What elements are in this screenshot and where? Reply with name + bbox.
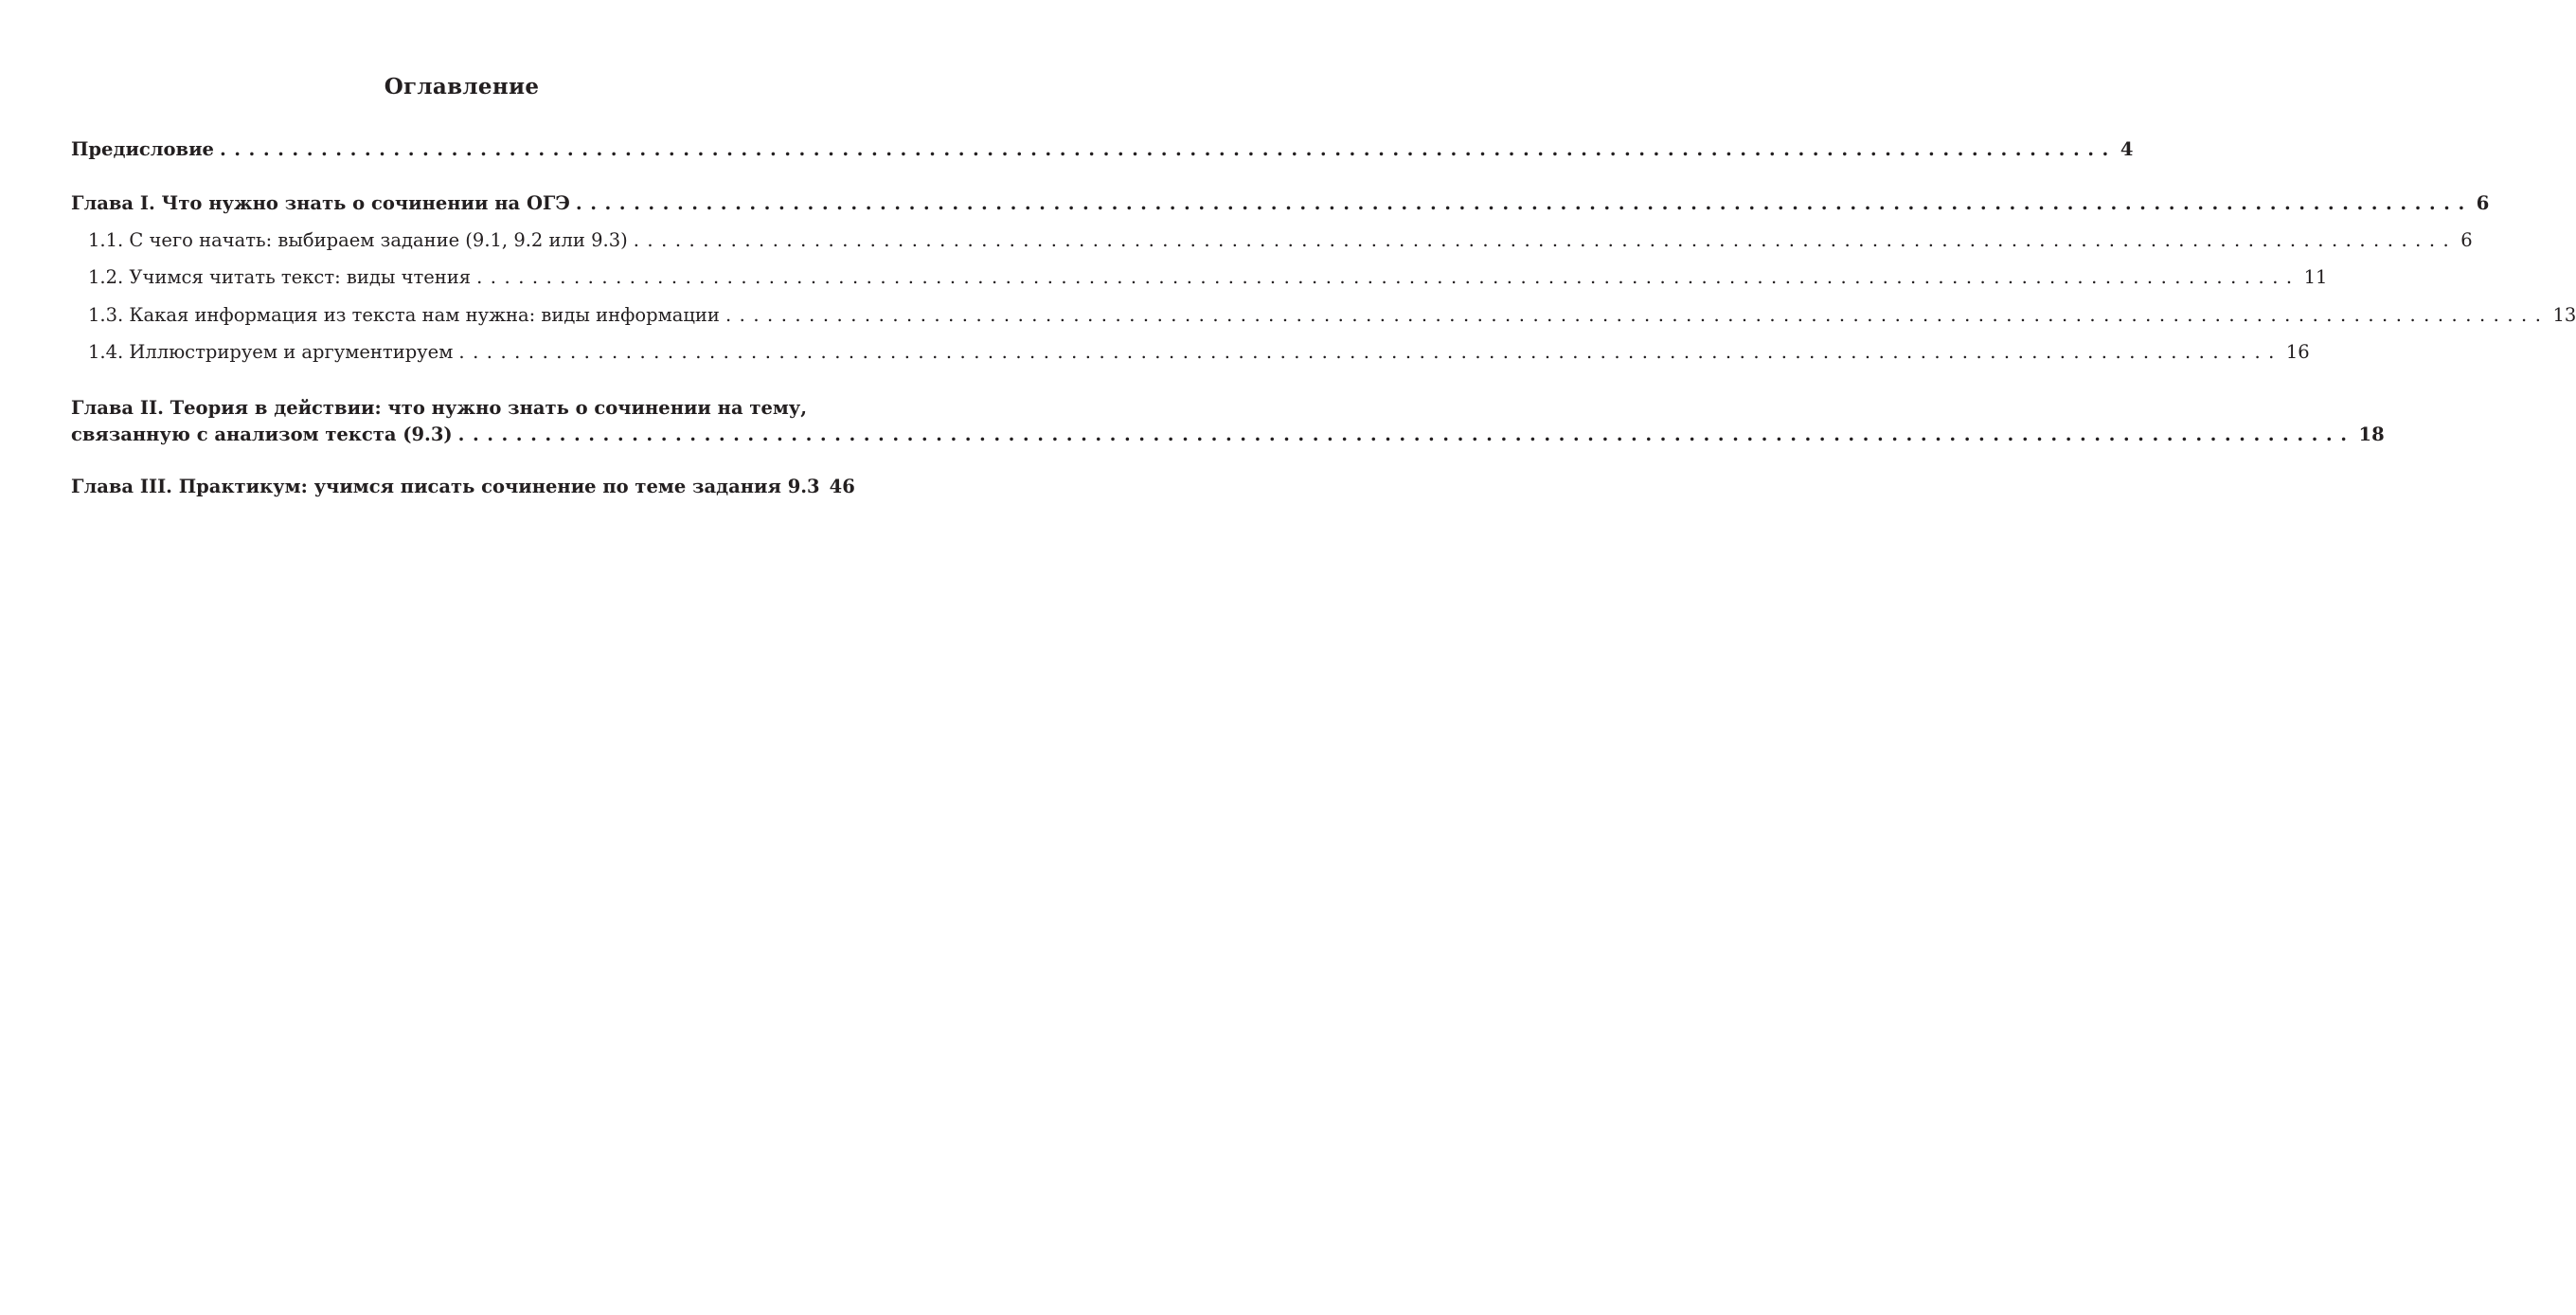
toc-entry-chapter-3[interactable] (71, 475, 853, 499)
toc-entry-section-1-1[interactable] (88, 228, 2473, 253)
toc-page-number: 11 (2303, 266, 2328, 288)
toc-entry-section-1-3[interactable] (88, 303, 2576, 328)
page-title: Оглавление (384, 74, 540, 99)
toc-entry-section-1-4[interactable] (88, 340, 2310, 365)
toc-entry-label: 1.4. Иллюстрируем и аргументируем (88, 341, 454, 363)
toc-page-number: 13 (2552, 304, 2576, 326)
toc-entry-label: Предисловие (71, 138, 214, 160)
toc-page-number: 6 (2460, 229, 2473, 251)
toc-entry-label: Глава I. Что нужно знать о сочинении на ОГЭ (71, 192, 570, 214)
toc-entry-label: 1.2. Учимся читать текст: виды чтения (88, 266, 472, 288)
toc-page-number: 16 (2285, 341, 2310, 363)
toc-entry-label: Глава III. Практикум: учимся писать сочинение по теме задания 9.3 (71, 476, 820, 497)
toc-page-number: 46 (829, 476, 855, 497)
toc-page-number: 6 (2476, 192, 2490, 214)
toc-entry-chapter-2[interactable] (71, 396, 2385, 447)
toc-entry-section-1-2[interactable] (88, 265, 2328, 290)
dot-leader: ................................................................................................................................... (219, 138, 2117, 160)
toc-page-number: 4 (2120, 138, 2134, 160)
toc-entry-label-line-2: связанную с анализом текста (9.3) (71, 423, 453, 445)
toc-entry-label-line-1: Глава II. Теория в действии: что нужно знать о сочинении на тему, (71, 397, 808, 419)
dot-leader: ................................................................................................................................... (575, 192, 2473, 214)
toc-entry-label: 1.3. Какая информация из текста нам нужна: виды информации (88, 304, 720, 326)
toc-entry-preface[interactable] (71, 137, 2134, 162)
dot-leader: ................................................................................................................................... (457, 423, 2355, 445)
toc-entry-chapter-1[interactable] (71, 191, 2490, 216)
dot-leader: ................................................................................................................................... (458, 341, 2282, 363)
toc-entry-label: 1.1. С чего начать: выбираем задание (9.1, 9.2 или 9.3) (88, 229, 628, 251)
dot-leader: ................................................................................................................................... (476, 266, 2300, 288)
dot-leader: ................................................................................................................................... (724, 304, 2549, 326)
dot-leader: ................................................................................................................................... (633, 229, 2458, 251)
toc-page-number: 18 (2358, 423, 2385, 445)
